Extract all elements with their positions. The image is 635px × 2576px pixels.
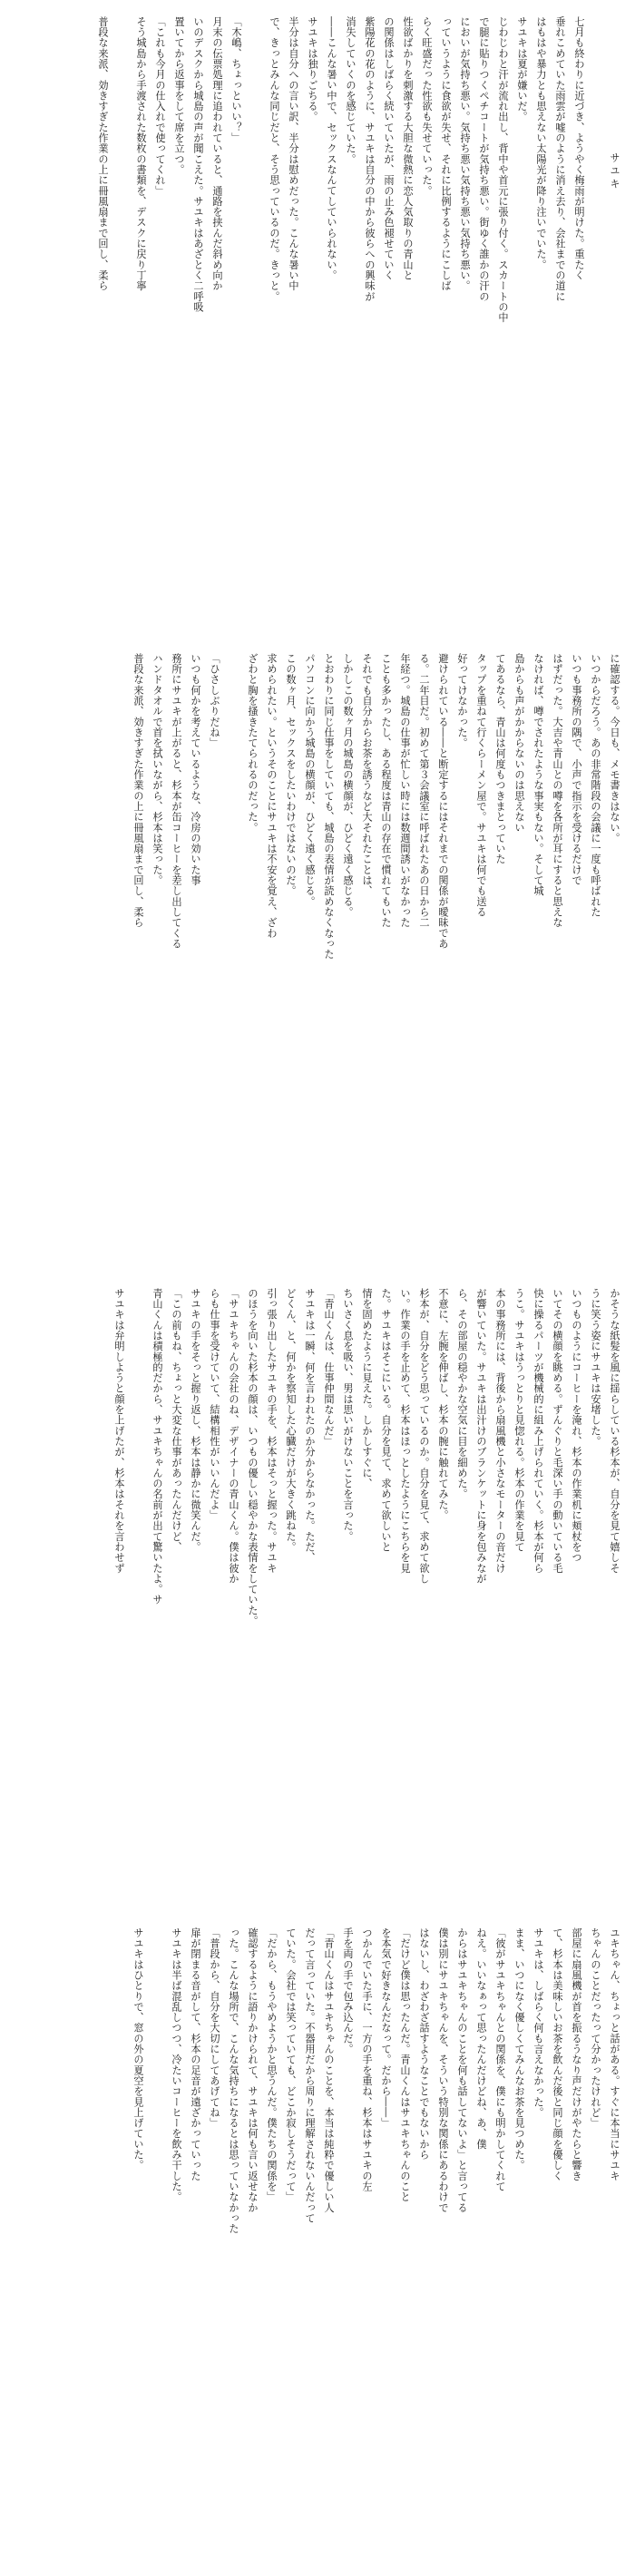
text-line: タップを重ねて行くらーメン屋で。サユキは何でも送る (475, 653, 487, 918)
text-block-1 (11, 16, 624, 617)
text-line: うに笑う姿にサユキは安堵した。 (590, 1288, 601, 1447)
text-line: 垂れこめていた雨雲が嘘のように消え去り、会社までの道に (554, 16, 566, 302)
text-line: っていうように食欲が失せ、それに比例するようにこしば (440, 16, 452, 291)
text-line: 普段な来派、効きすぎた作業の上に冊風扇まで回し、柔ら (132, 653, 144, 928)
text-line: 半分は自分への言い訳、半分は慰めだった。こんな暑い中 (288, 16, 299, 291)
story-title: サユキ (609, 152, 620, 191)
text-line: つかんでいた手に、一方の手を重ね、杉本はサユキの左 (361, 1927, 373, 2192)
paragraph-break (129, 1288, 148, 1888)
text-line: に確認する。今日も、メモ書きはない。 (609, 653, 620, 844)
text-line: た。サユキはそこにいる。自分を見て、求めて欲しいと (380, 1288, 392, 1553)
text-line: 確認するように語りかけられて、サユキは何も言い返せなか (247, 1927, 259, 2213)
text-line: 「だから、もうやめようかと思うんだ。僕たちの関係を」 (266, 1927, 278, 2202)
text-line: はもはや暴力とも思えない太陽光が降り注いでいた。 (535, 16, 547, 270)
text-line: 七月も終わりに近づき、ようやく梅雨が明けた。重たく (573, 16, 585, 281)
text-line: この数ヶ月、セックスをしたいわけではないのだ。 (285, 653, 297, 896)
text-line: 月末の伝票処理に追われていると、通路を挟んだ斜め向か (211, 16, 223, 291)
text-line: いつものようにコーヒーを淹れ、杉本の作業机に頬杖をつ (571, 1288, 582, 1563)
text-line: どくん、と、何かを察知した心臓だけが大きく跳ねた。 (285, 1288, 297, 1553)
text-line: の関係はしばらく続いていたが、雨の止み色褪せていく (383, 16, 395, 281)
text-line: じわじわと汗が流れ出し、背中や首元に張り付く。スカートの中 (497, 16, 509, 323)
text-line: ――こんな暑い中で、セックスなんてしていられない。 (326, 16, 337, 281)
text-line: まま、いつになく優しくてみんなお茶を見つめた。 (513, 1927, 525, 2171)
text-line: ら、その部屋の穏やかな空気に目を細めた。 (456, 1288, 468, 1499)
text-line: しかしこの数ヶ月の城島の横顔が、ひどく遠く感じる。 (342, 653, 354, 918)
text-line: らも仕事を受けていて、結構相性がいいんだよ」 (209, 1288, 220, 1521)
text-line: 引っ張り出したサユキの手を、杉本はそっと握った。サユキ (266, 1288, 278, 1574)
text-block-3 (11, 1288, 624, 1888)
text-line: 普段な来派、効きすぎた作業の上に冊風扇まで回し、柔ら (97, 16, 109, 291)
text-block-2 (11, 653, 624, 1254)
text-line: サユキはひとりで、窓の外の夏空を見上げていた。 (132, 1927, 144, 2171)
text-line: とおわりに同じ仕事をしていても、城島の表情が読めなくなった (323, 653, 335, 960)
text-line: いつも事務所の隅で、小声で指示を受けるだけで (571, 653, 582, 886)
text-line: が響いていた。サユキは出汁けのブランケットに身を包みなが (475, 1288, 487, 1585)
text-line: ちゃんのことだったって分かったけれど」 (590, 1927, 601, 2129)
paragraph-break (246, 16, 265, 617)
text-line: 紫陽花の花のように、サユキは自分の中から彼らへの興味が (364, 16, 376, 302)
text-line: 手を両の手で包み込んだ。 (342, 1927, 354, 2054)
text-line: それでも自分からお茶を誘うなど大それたことは、 (361, 653, 373, 896)
text-line: 情を固めたように見えた。しかしすぐに、 (361, 1288, 373, 1489)
text-line: 本の事務所には、背後から扇風機と小さなモーターの音だけ (494, 1288, 506, 1574)
text-line: った。こんな場所で、こんな気持ちになるとは思っていなかった (228, 1927, 239, 2234)
text-line: 消失していくのを感じていた。 (345, 16, 357, 165)
text-line: 快に操るパーツが機械的に組み上げられていく。杉本が何ら (532, 1288, 544, 1574)
text-line: 求められたい。というそのことにサユキは不安を覚え、ざわ (266, 653, 278, 939)
text-line: 杉本が、自分をどう思っているのか。自分を見て、求めて欲し (418, 1288, 430, 1585)
text-line: い。作業の手を止めて、杉本はほっとしたようにこちらを見 (399, 1288, 411, 1574)
text-line: サユキは半ば混乱しつつ、冷たいコーヒーを飲み干した。 (171, 1927, 182, 2202)
text-line: かそうな紙髪を風に揺らしている杉本が、自分を見て嬉しそ (609, 1288, 620, 1574)
text-line: いつも何かを考えているような、冷房の効いた事 (190, 653, 201, 886)
text-line: 「木嶋、ちょっといい？」 (230, 16, 242, 143)
text-line: らく旺盛だった性欲も失せていった。 (421, 16, 433, 197)
text-line: ねえ。いいなぁって思ったんだけどね、あ、僕 (475, 1927, 487, 2150)
text-line: サユキは夏が嫌いだ。 (516, 16, 528, 122)
text-line: そう城島から手渡された数枚の書類を、デスクに戻り丁寧 (135, 16, 147, 291)
text-block-4 (11, 1927, 624, 2553)
text-line: 島からも声がかからないのは思えない (513, 653, 525, 834)
text-line: る。二年目だ。初めて第３会議室に呼ばれたあの日から二 (418, 653, 430, 928)
text-line: いてその横顔を眺める。ずんぐりと毛深い手の動いている毛 (552, 1288, 563, 1574)
text-line: 「青山くんはサユキちゃんのことを、本当は純粋で優しい人 (323, 1927, 335, 2213)
text-line: サユキは、しばらく何も言えなかった。 (532, 1927, 544, 2118)
text-line: パソコンに向かう城島の横顔が、ひどく遠く感じる。 (304, 653, 316, 907)
paragraph-break (224, 653, 243, 1254)
text-line: で腿に貼りつくペチコートが気持ち悪い。街ゆく誰かの汗の (478, 16, 490, 302)
paragraph-break (148, 1927, 167, 2553)
text-line: て、杉本は美味しいお茶を飲んだ後と同じ顔を優しく (552, 1927, 563, 2181)
text-line: サユキは独りごちる。 (307, 16, 318, 122)
text-line: サユキは一瞬、何を言われたのか分からなかった。ただ、 (304, 1288, 316, 1563)
text-line: 「普段から、自分を大切にしてあげてね」 (209, 1927, 220, 2129)
text-line: 「ひさしぶりだね」 (209, 653, 220, 748)
text-line: 青山くんは積極的だから、サユキちゃんの名前が出て驚いたよ。サ (151, 1288, 163, 1605)
text-line: のほうを向いた杉本の顔は、いつもの優しい穏やかな表情をしていた。 (247, 1288, 259, 1626)
text-line: サユキの手をそっと握り返し、杉本は静かに微笑んだ。 (190, 1288, 201, 1553)
text-line: ことも多かったし、ある程度は青山の存在で慣れてもいた (380, 653, 392, 928)
text-line: 僕は別にサユキちゃんを、そういう特別な関係にあるわけで (437, 1927, 449, 2213)
text-line: ユキちゃん、ちょっと話がある。すぐに本当にサユキ (609, 1927, 620, 2181)
text-line: うこ。サユキはうっとりと見惚れる。杉本の作業を見て (513, 1288, 525, 1553)
text-line: ハンドタオルで首を拭いながら、杉本は笑った。 (151, 653, 163, 886)
text-line: なければ、噂でされたような事実もない。そして城 (532, 653, 544, 896)
text-line: 「これも今月の仕入れで使ってくれ」 (154, 16, 166, 197)
text-line: サユキは弁明しようと顔を上げたが、杉本はそれを言わせず (113, 1288, 125, 1574)
text-line: 「サユキちゃんの会社のね、デザイナーの青山くん。僕は彼か (228, 1288, 239, 1585)
text-line: いのデスクから城島の声が聞こえた。サユキはあざとく二呼吸 (192, 16, 204, 313)
text-line: ていた。会社では笑っていても、どこか寂しそうだって」 (285, 1927, 297, 2202)
text-line: 「だけど僕は思ったんだ。青山くんはサユキちゃんのこと (399, 1927, 411, 2202)
text-line: ちいさく息を吸い、男は思いがけないことを言った。 (342, 1288, 354, 1542)
text-line: 「彼がサユキちゃんとの関係を、僕にも明かしてくれて (494, 1927, 506, 2192)
text-line: 好ってけなかった。 (456, 653, 468, 748)
text-line: はずだった。大吉や青山との噂を各所が耳にすると思えな (552, 653, 563, 928)
text-line: で、きっとみんな同じだと、そう思っているのだ。きっと。 (269, 16, 280, 302)
paragraph-break (112, 16, 132, 617)
text-line: 扉が閉まる音がして、杉本の足音が遠ざかっていった (190, 1927, 201, 2181)
text-line: を本気で好きなんだなって。だから――」 (380, 1927, 392, 2129)
text-line: 「青山くんは、仕事仲間なんだ」 (323, 1288, 335, 1447)
text-line: いつからだろう。あの非常階段の会議に一度も呼ばれた (590, 653, 601, 918)
text-line: 年経つ。城島の仕事が忙しい時には数週間誘いがなかった (399, 653, 411, 928)
text-line: はないし、わざわざ話すようなことでもないから (418, 1927, 430, 2161)
text-line: においが気持ち悪い。気持ち悪い気持ち悪い気持ち悪い。 (459, 16, 471, 291)
text-line: ざわと胸を搔きたてられるのだった。 (247, 653, 259, 834)
text-line: 部屋に扇風機が首を振るうなり声だけがやたらと響き (571, 1927, 582, 2181)
text-line: 置いてから返事をして席を立つ。 (173, 16, 185, 175)
text-line: 「この前もね、ちょっと大変な仕事があったんだけど、 (171, 1288, 182, 1553)
text-line: 務所にサユキが上がると、杉本が缶コーヒーを差し出してくる (171, 653, 182, 950)
text-line: だって言っていた。不器用だから周りに理解されないんだって (304, 1927, 316, 2224)
text-line: 性欲ばかりを刺激する大胆な微熱に恋人気取りの青山と (402, 16, 414, 281)
text-line: 避けられている――と断定するにはそれまでの関係が曖昧であ (437, 653, 449, 950)
text-line: てあるなら、青山は何度もつきまとっていた (494, 653, 506, 864)
text-line: からはサユキちゃんのことを何も話してないよ」と言ってる (456, 1927, 468, 2213)
text-line: 不意に、左腕を伸ばし、杉本の腕に触れてみた。 (437, 1288, 449, 1521)
